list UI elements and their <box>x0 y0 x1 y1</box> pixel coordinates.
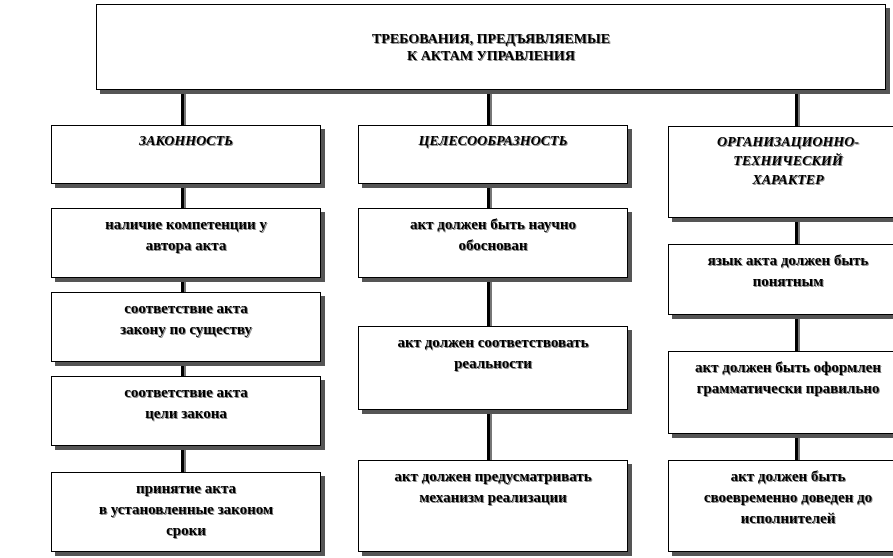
connector-col1-4 <box>181 446 184 472</box>
column-header-organizational: ОРГАНИЗАЦИОННО- ТЕХНИЧЕСКИЙ ХАРАКТЕР <box>668 126 893 218</box>
connector-col1-2 <box>181 278 184 292</box>
connector-title-col1 <box>181 90 184 125</box>
connector-col2-2 <box>487 278 490 326</box>
connector-col1-1 <box>181 184 184 208</box>
connector-col2-3 <box>487 410 490 460</box>
expediency-item-2: акт должен соответствовать реальности <box>358 326 628 410</box>
column-header-expediency: ЦЕЛЕСООБРАЗНОСТЬ <box>358 125 628 184</box>
legality-item-3: соответствие акта цели закона <box>51 376 321 446</box>
connector-col3-3 <box>795 434 798 460</box>
connector-col3-2 <box>795 315 798 351</box>
legality-item-2: соответствие акта закону по существу <box>51 292 321 362</box>
expediency-item-3: акт должен предусматривать механизм реализации <box>358 460 628 552</box>
organizational-item-2: акт должен быть оформлен грамматически правильно <box>668 351 893 434</box>
diagram-title-box <box>96 4 886 90</box>
legality-item-1: наличие компетенции у автора акта <box>51 208 321 278</box>
connector-title-col2 <box>487 90 490 125</box>
connector-col1-3 <box>181 362 184 376</box>
expediency-item-1: акт должен быть научно обоснован <box>358 208 628 278</box>
connector-col3-1 <box>795 218 798 244</box>
connector-title-col3 <box>795 90 798 126</box>
organizational-item-1: язык акта должен быть понятным <box>668 244 893 315</box>
column-header-legality: ЗАКОННОСТЬ <box>51 125 321 184</box>
organizational-item-3: акт должен быть своевременно доведен до исполнителей <box>668 460 893 552</box>
legality-item-4: принятие акта в установленные законом сроки <box>51 472 321 552</box>
diagram-title: ТРЕБОВАНИЯ, ПРЕДЪЯВЛЯЕМЫЕ К АКТАМ УПРАВЛЕНИЯ <box>371 32 611 64</box>
connector-col2-1 <box>487 184 490 208</box>
